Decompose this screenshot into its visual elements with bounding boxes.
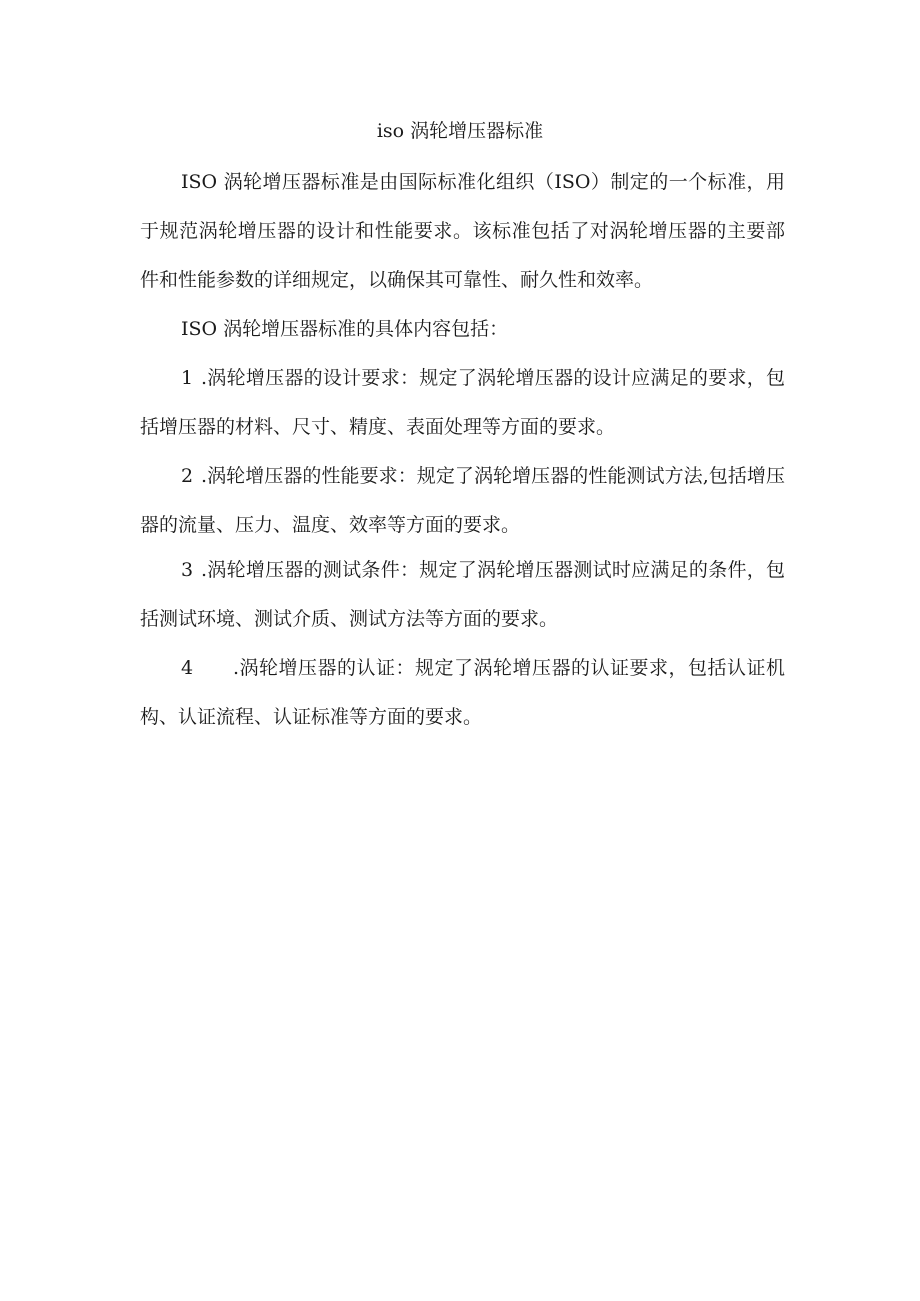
list-item-number: 2 [181, 465, 194, 487]
list-item-2 [140, 452, 785, 550]
list-item-1 [140, 354, 785, 452]
list-item-text: .涡轮增压器的认证：规定了涡轮增压器的认证要求，包括认证机构、认证流程、认证标准等方面的要求。 [140, 657, 785, 728]
list-item-text: .涡轮增压器的设计要求：规定了涡轮增压器的设计应满足的要求，包括增压器的材料、尺寸、精度、表面处理等方面的要求。 [140, 367, 785, 438]
list-item-text: .涡轮增压器的测试条件：规定了涡轮增压器测试时应满足的条件，包括测试环境、测试介质、测试方法等方面的要求。 [140, 559, 785, 630]
intro-paragraph: ISO 涡轮增压器标准是由国际标准化组织（ISO）制定的一个标准，用于规范涡轮增压器的设计和性能要求。该标准包括了对涡轮增压器的主要部件和性能参数的详细规定，以确保其可靠性、耐久性和效率。 [140, 171, 785, 291]
list-item-number: 4 [181, 657, 194, 679]
list-item-number: 3 [181, 559, 194, 581]
list-item-text: .涡轮增压器的性能要求：规定了涡轮增压器的性能测试方法,包括增压器的流量、压力、温度、效率等方面的要求。 [140, 465, 785, 536]
list-item-3 [140, 546, 785, 644]
list-item-4 [140, 644, 785, 742]
content-lead-paragraph: ISO 涡轮增压器标准的具体内容包括： [181, 318, 509, 340]
document-title: iso 涡轮增压器标准 [376, 120, 544, 142]
list-item-number: 1 [181, 367, 194, 389]
